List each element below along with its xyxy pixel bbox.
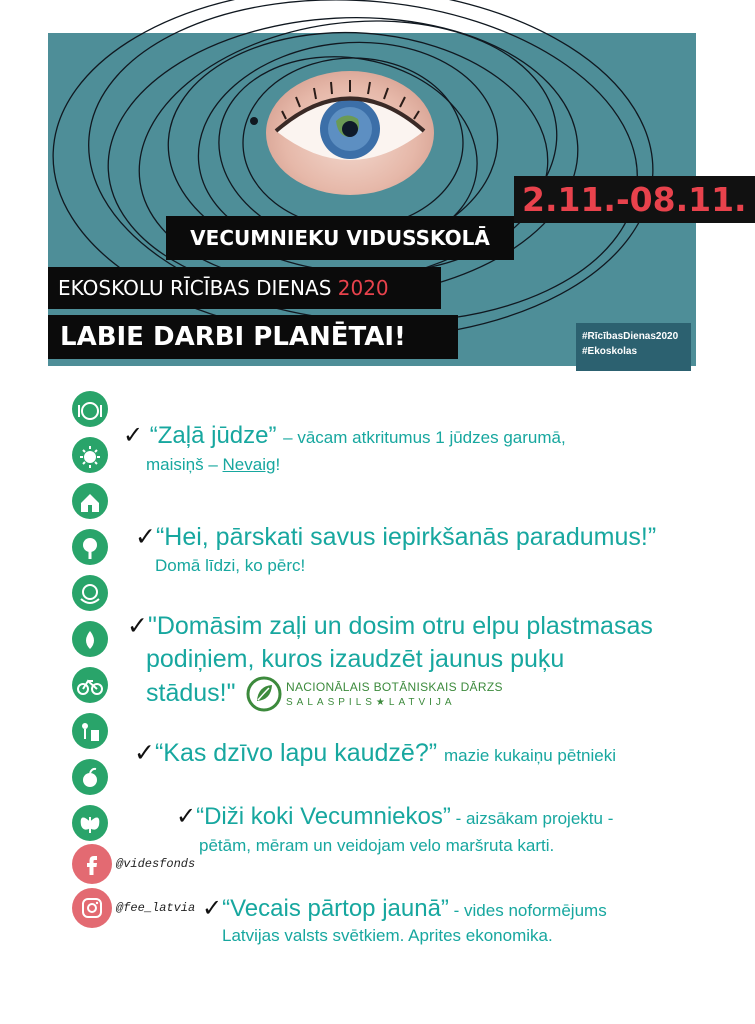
house-icon [72,483,108,519]
event-dates: 2.11.-08.11. [514,176,755,223]
check-icon: ✓ [123,422,144,449]
butterfly-icon [72,805,108,841]
item-title: “Kas dzīvo lapu kaudzē?” [154,739,438,767]
check-icon: ✓ [134,739,155,767]
hashtag-1: #RīcībasDienas2020 [582,331,679,342]
item-vecais-jauna [202,894,607,923]
instagram-icon[interactable] [72,888,112,928]
item-dizi-koki-line2: pētām, mēram un veidojam velo maršruta karti. [199,836,555,855]
botanic-garden-logo [246,676,503,712]
facebook-handle[interactable]: @videsfonds [116,857,196,871]
item-text: ! [275,455,281,474]
partner-name: NACIONĀLAIS BOTĀNISKAIS DĀRZS [286,680,503,694]
event-title [48,267,441,309]
facebook-icon[interactable] [72,844,112,884]
event-banner [48,33,747,366]
item-desc: – vācam atkritumus 1 jūdzes garumā, [283,428,566,447]
item-desc: - aizsākam projektu - [450,809,614,828]
item-dizi-koki [176,802,613,831]
item-plastmasas-line2: podiņiem, kuros izaudzēt jaunus puķu [146,645,565,673]
check-icon: ✓ [176,803,197,830]
item-vecais-jauna-line2: Latvijas valsts svētkiem. Aprites ekonomika. [222,926,553,945]
hashtag-box [576,323,691,371]
bicycle-icon [72,667,108,703]
water-drop-icon [72,621,108,657]
eye-image [266,71,434,195]
check-icon: ✓ [135,523,156,551]
item-plastmasas-line3: stādus!" [146,679,236,707]
item-desc: mazie kukaiņu pētnieki [444,746,616,765]
partner-location: SALASPILS★LATVIJA [286,697,456,708]
check-icon: ✓ [202,895,223,922]
item-title: “Diži koki Vecumniekos” [196,803,451,830]
item-zala-judze [123,421,566,450]
item-lapu-kaudze [134,738,616,768]
slogan: LABIE DARBI PLANĒTAI! [48,315,458,359]
item-desc: - vides noformējums [448,901,607,920]
tree-icon [72,529,108,565]
event-title-text: EKOSKOLU RĪCĪBAS DIENAS [58,276,332,300]
instagram-handle[interactable]: @fee_latvia [116,901,196,915]
leaf-logo-icon [246,676,282,712]
item-title: "Domāsim zaļi un dosim otru elpu plastmasas [147,612,653,640]
apple-icon [72,759,108,795]
recycle-bin-icon [72,713,108,749]
item-iepirksanas-line2: Domā līdzi, ko pērc! [155,556,306,575]
hashtag-2: #Ekoskolas [582,346,638,357]
event-year: 2020 [337,276,389,300]
item-iepirksanas [135,522,656,552]
check-icon: ✓ [127,612,148,640]
sun-icon [72,437,108,473]
item-title: “Hei, pārskati savus iepirkšanās paradumus!” [155,523,657,551]
school-name: VECUMNIEKU VIDUSSKOLĀ [166,216,514,260]
item-text: maisiņš – [146,455,223,474]
globe-hands-icon [72,575,108,611]
item-title: “Vecais pārtop jaunā” [222,895,449,922]
item-plastmasas [127,611,653,641]
nevaig-link[interactable]: Nevaig [222,455,276,474]
item-title: “Zaļā jūdze” [149,422,277,449]
plate-icon [72,391,108,427]
item-zala-judze-line2 [146,455,280,475]
